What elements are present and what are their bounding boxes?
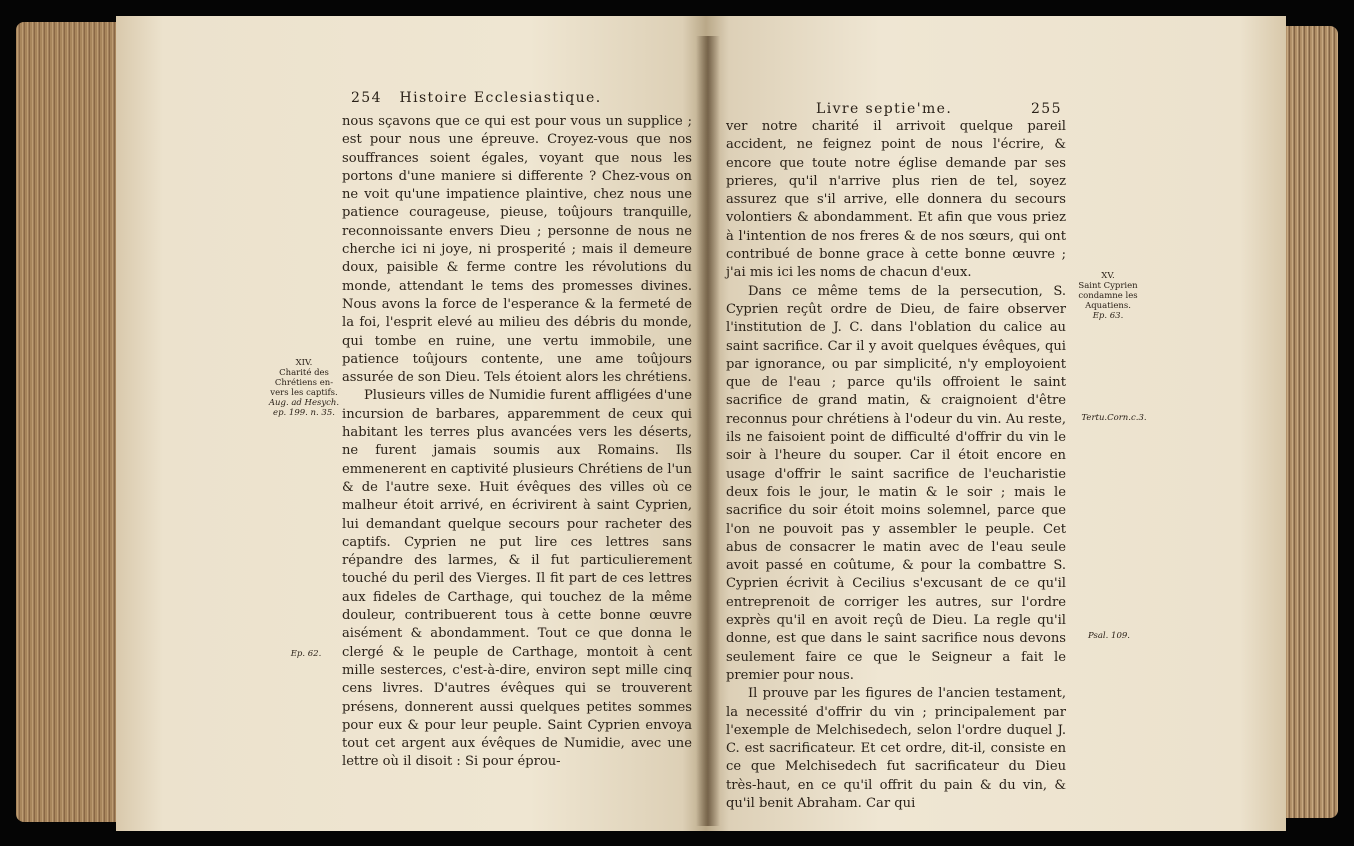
left-page-text (342, 113, 692, 772)
left-page-number: 254 (351, 90, 382, 106)
book-gutter (696, 36, 720, 826)
margin-ref-ep62: Ep. 62. (290, 649, 322, 659)
left-page-edges (16, 22, 128, 822)
right-paragraph: ver notre charité il arrivoit quelque pareil accident, ne feignez point de nous l'écrire, & encore que toute notre église demande par ses prieres, qu'il n'arrive plus rien de tel, soyez assurez que s'il arrive, elle donnera du secours volontiers & abondamment. Et afin que vous priez à l'intention de nos freres & de nos sœurs, qui ont contribué de bonne grace à cette bonne œuvre ; j'ai mis ici les noms de chacun d'eux. (726, 119, 1066, 281)
right-paragraph: Il prouve par les figures de l'ancien testament, la necessité d'offrir du vin ; principalement par l'exemple de Melchisedech, selon l'ordre duquel J. C. est sacrificateur. Et cet ordre, dit-il, consiste en ce que Melchisedech fut sacrificateur du Dieu très-haut, en ce qu'il offrit du pain & du vin, & qu'il benit Abraham. Car qui (726, 686, 1066, 811)
margin-note-xiv: XIV. Charité des Chrétiens en- vers les captifs. Aug. ad Hesych. ep. 199. n. 35. (268, 358, 340, 418)
left-paragraph: nous sçavons que ce qui est pour vous un supplice ; est pour nous une épreuve. Croyez-vous que nos souffrances soient égales, voyant que nous les portons d'une maniere si differente ? Chez-vous on ne voit qu'une impatience plaintive, chez nous une patience courageuse, pieuse, toûjours tranquille, reconnoissante envers Dieu ; personne de nous ne cherche ici ni joye, ni prosperité ; mais il demeure doux, paisible & ferme contre les révolutions du monde, attendant le tems des promesses divines. Nous avons la force de l'esperance & la fermeté de la foi, l'esprit elevé au milieu des débris du monde, qui tombe en ruine, une vertu immobile, une patience toûjours contente, une ame toûjours assurée de son Dieu. Tels étoient alors les chrétiens. (342, 114, 692, 386)
open-book (16, 16, 1338, 831)
margin-note-xv: XV. Saint Cyprien condamne les Aquatiens. Ep. 63. (1078, 271, 1138, 321)
left-running-title: Histoire Ecclesiastique. (399, 90, 602, 106)
right-paragraph: Dans ce même tems de la persecution, S. Cyprien reçût ordre de Dieu, de faire observer l'institution de J. C. dans l'oblation du calice au saint sacrifice. Car il y avoit quelques évêques, qui par ignorance, ou par simplicité, n'y employoient que de l'eau ; parce qu'ils offroient le saint sacrifice de grand matin, & craignoient d'être reconnus pour chrétiens à l'odeur du vin. Au reste, ils ne faisoient point de difficulté d'offrir du vin le soir à l'heure du souper. Car il étoit encore en usage d'offrir le saint sacrifice de l'eucharistie deux fois le jour, le matin & le soir ; mais le sacrifice du soir étoit moins solemnel, parce que l'on ne pouvoit pas y assembler le peuple. Cet abus de consacrer le matin avec de l'eau seule avoit passé en coûtume, & pour la combattre S. Cyprien écrivit à Cecilius s'excusant de ce qu'il entreprenoit de corriger les autres, sur l'ordre exprès qu'il en avoit reçû de Dieu. La regle qu'il donne, est que dans le saint sacrifice nous devons seulement faire ce que le Seigneur a fait le premier pour nous. (726, 283, 1066, 683)
left-page (116, 16, 706, 831)
margin-ref-psalm: Psal. 109. (1088, 631, 1130, 641)
right-page-number: 255 (1031, 101, 1062, 117)
left-paragraph: Plusieurs villes de Numidie furent affligées d'une incursion de barbares, apparemment de ceux qui habitant les terres plus avancées vers les déserts, ne furent jamais soumis aux Romains. Ils emmenerent en captivité plusieurs Chrétiens de l'un & de l'autre sexe. Huit évêques des villes où ce malheur étoit arrivé, en écrivirent à saint Cyprien, lui demandant quelque secours pour racheter des captifs. Cyprien ne put lire ces lettres sans répandre des larmes, & il fut particulierement touché du peril des Vierges. Il fit part de ces lettres aux fideles de Carthage, qui touchez de la même douleur, contribuerent tous à cette bonne œuvre aisément & abondamment. Tout ce que donna le clergé & le peuple de Carthage, montoit à cent mille sesterces, c'est-à-dire, environ sept mille cinq cens livres. D'autres évêques qui se trouverent présens, donnerent aussi quelques petites sommes pour eux & pour leur peuple. Saint Cyprien envoya tout cet argent aux évêques de Numidie, avec une lettre où il disoit : Si pour éprou- (342, 388, 692, 770)
right-page-text (726, 118, 1066, 813)
margin-ref-tertullian: Tertu.Corn.c.3. (1081, 413, 1147, 423)
right-page (706, 16, 1286, 831)
right-running-title: Livre septie'me. (816, 101, 953, 117)
left-running-head (351, 90, 602, 106)
